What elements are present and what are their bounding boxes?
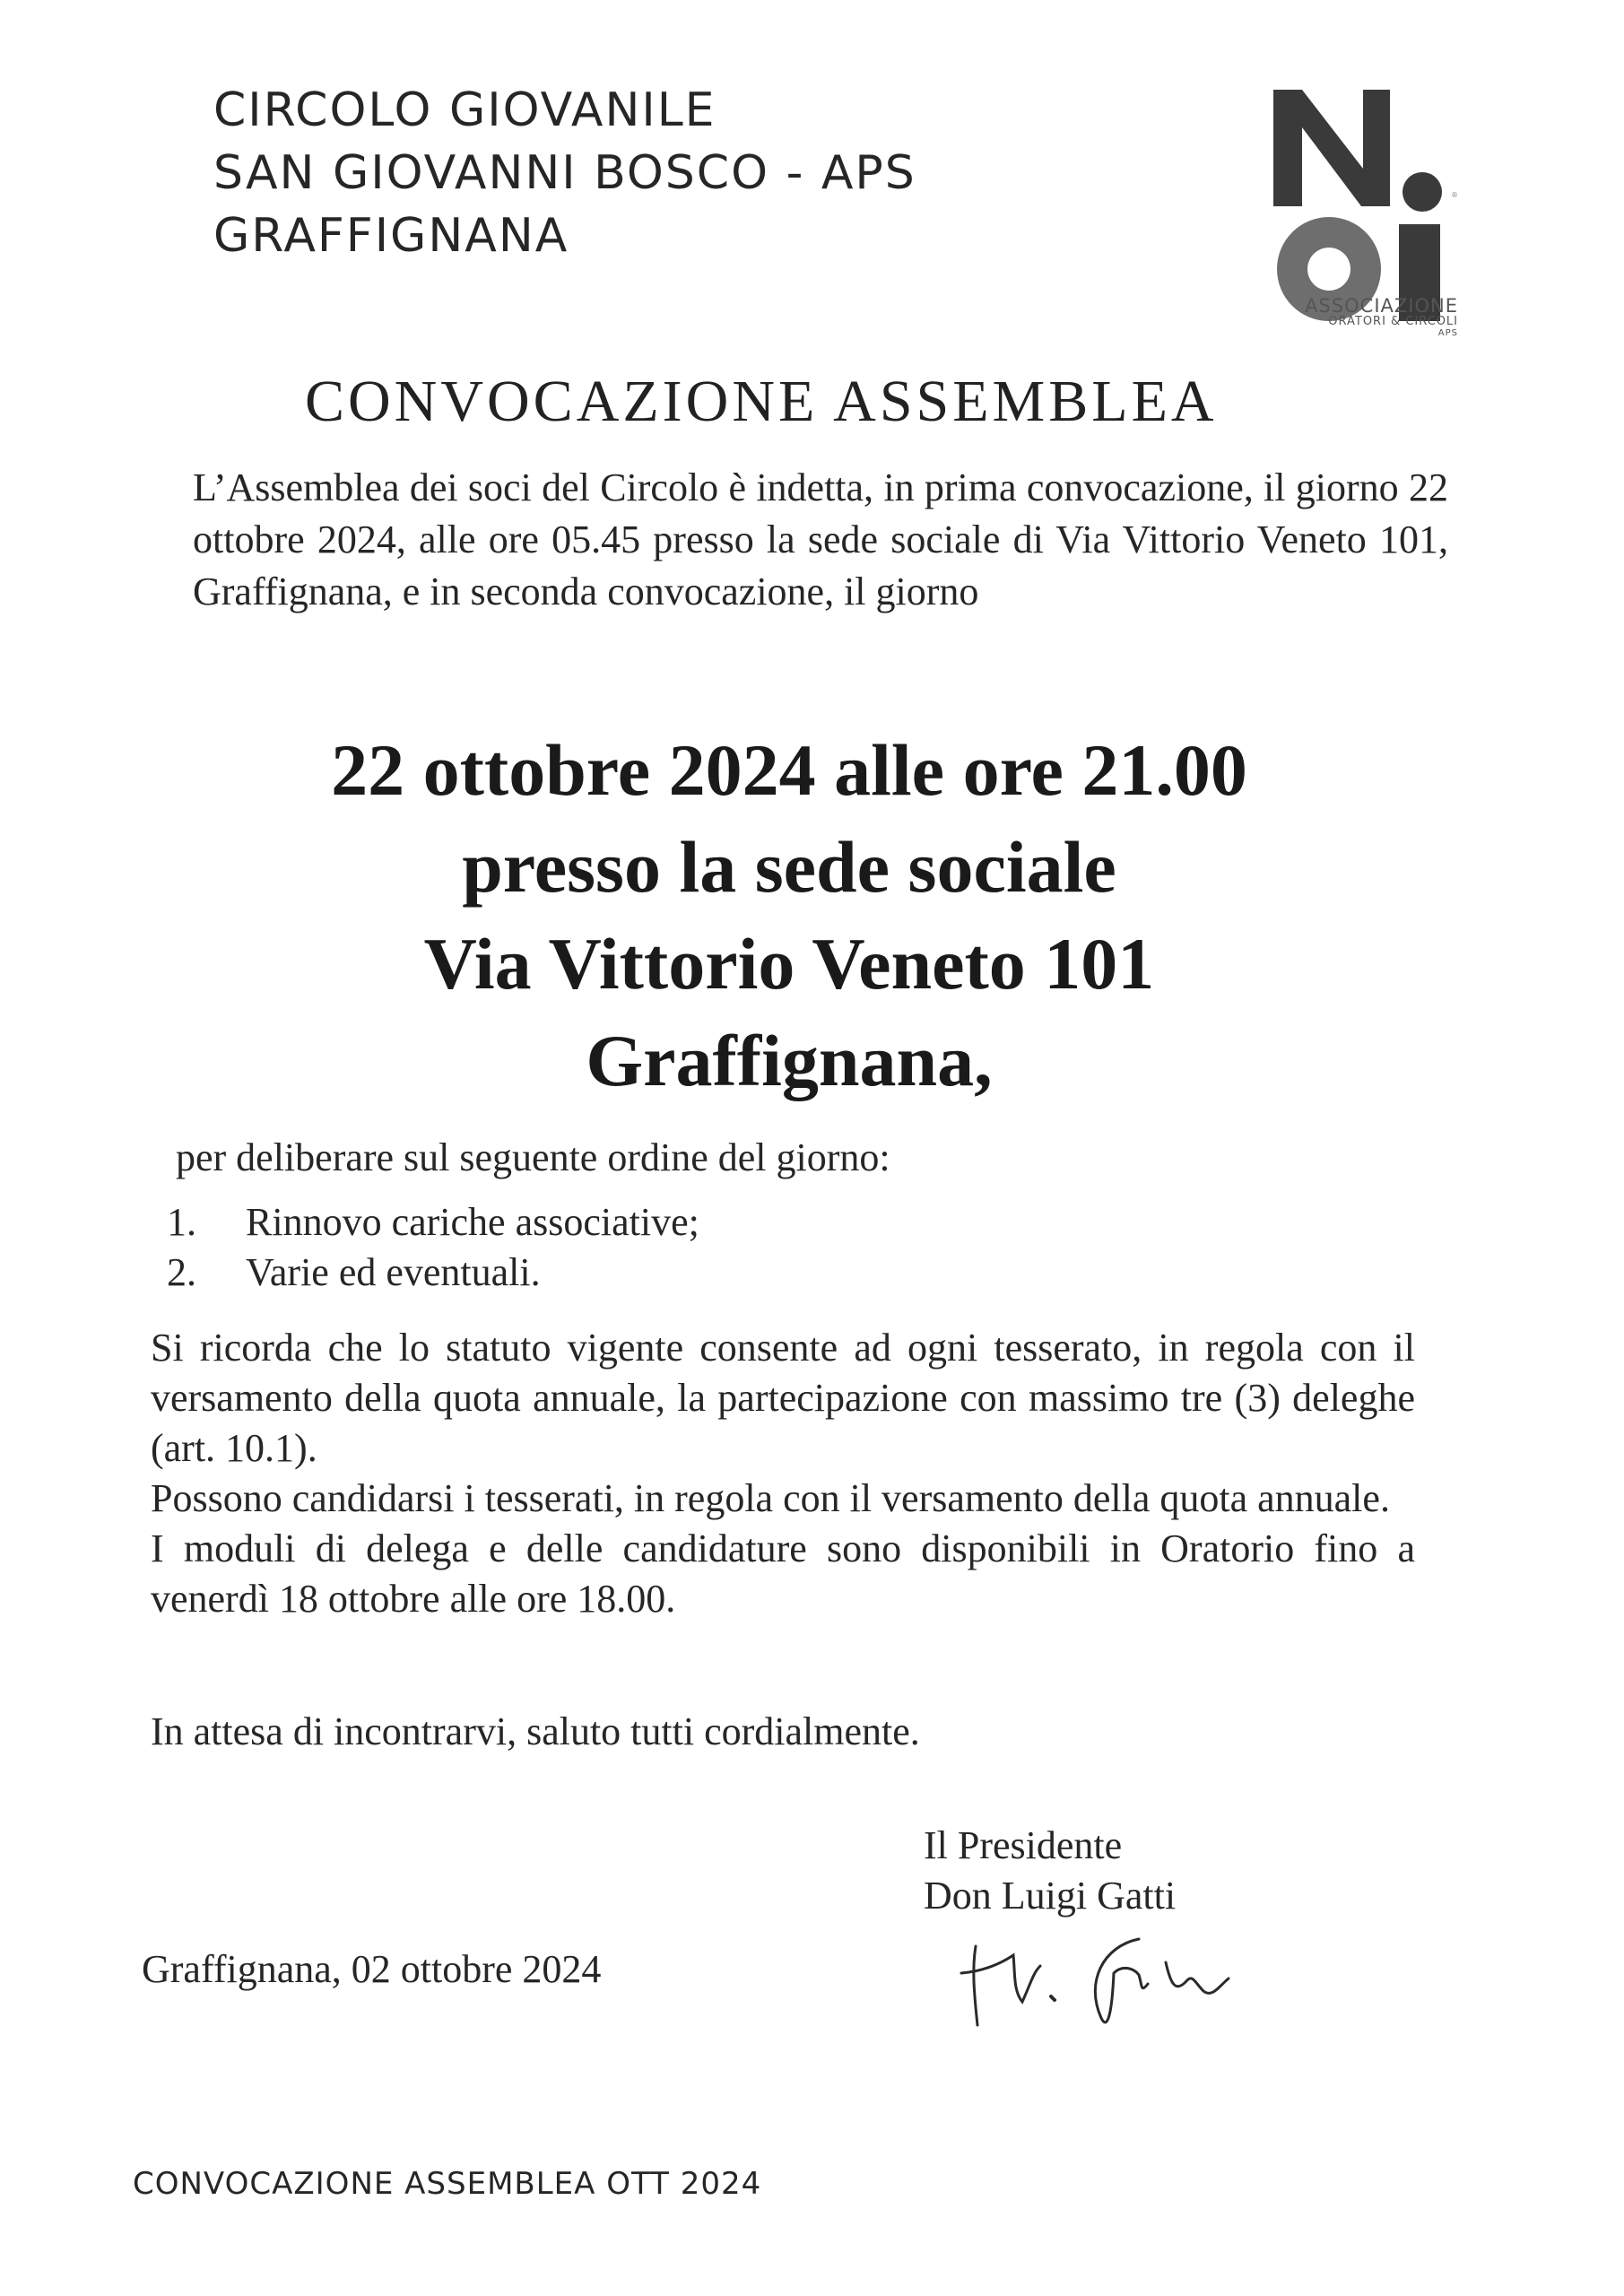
document-title: CONVOCAZIONE ASSEMBLEA [305, 369, 1218, 434]
notes-section [151, 1323, 1415, 1624]
meeting-venue: presso la sede sociale [462, 826, 1116, 908]
agenda-item-number: 2. [167, 1250, 196, 1294]
org-line-1: CIRCOLO GIOVANILE [213, 83, 716, 137]
org-line-3: GRAFFIGNANA [213, 209, 569, 263]
handwritten-signature [951, 1919, 1246, 2045]
logo-line-2: ORATORI & CIRCOLI [1328, 315, 1458, 328]
note-delegations: Si ricorda che lo statuto vigente consente ad ogni tesserato, in regola con il versamento della quota annuale, la partecipazione con massimo tre (3) deleghe (art. 10.1). [151, 1326, 1415, 1470]
intro-paragraph: L’Assemblea dei soci del Circolo è indetta, in prima convocazione, il giorno 22 ottobre 2024, alle ore 05.45 presso la sede sociale di Via Vittorio Veneto 101, Graffignana, e in seconda convocazione, il giorno [193, 465, 1448, 613]
signatory-block [924, 1821, 1176, 1921]
logo-caption [1259, 296, 1458, 339]
place-date: Graffignana, 02 ottobre 2024 [142, 1947, 602, 1991]
agenda-item-text: Rinnovo cariche associative; [246, 1200, 699, 1244]
meeting-city: Graffignana, [586, 1020, 993, 1101]
org-line-2: SAN GIOVANNI BOSCO - APS [213, 146, 916, 200]
meeting-date-time: 22 ottobre 2024 alle ore 21.00 [331, 729, 1247, 811]
svg-text:®: ® [1451, 191, 1458, 199]
agenda-intro: per deliberare sul seguente ordine del giorno: [176, 1135, 890, 1179]
agenda-item-text: Varie ed eventuali. [246, 1250, 541, 1294]
signatory-role: Il Presidente [924, 1823, 1123, 1867]
signatory-name: Don Luigi Gatti [924, 1874, 1177, 1918]
logo-line-3: APS [1437, 328, 1458, 338]
closing-line: In attesa di incontrarvi, saluto tutti cordialmente. [151, 1709, 920, 1753]
meeting-details [206, 722, 1372, 1109]
logo-line-1: ASSOCIAZIONE [1305, 295, 1458, 317]
footer-reference: CONVOCAZIONE ASSEMBLEA OTT 2024 [133, 2166, 762, 2202]
agenda-item [167, 1197, 699, 1248]
note-candidates: Possono candidarsi i tesserati, in regola con il versamento della quota annuale. [151, 1476, 1390, 1520]
note-forms: I moduli di delega e delle candidature sono disponibili in Oratorio fino a venerdì 18 ottobre alle ore 18.00. [151, 1526, 1415, 1621]
agenda-list [167, 1197, 699, 1298]
agenda-item-number: 1. [167, 1200, 196, 1244]
meeting-address: Via Vittorio Veneto 101 [423, 923, 1155, 1004]
organization-name [213, 79, 916, 267]
agenda-item [167, 1248, 699, 1298]
